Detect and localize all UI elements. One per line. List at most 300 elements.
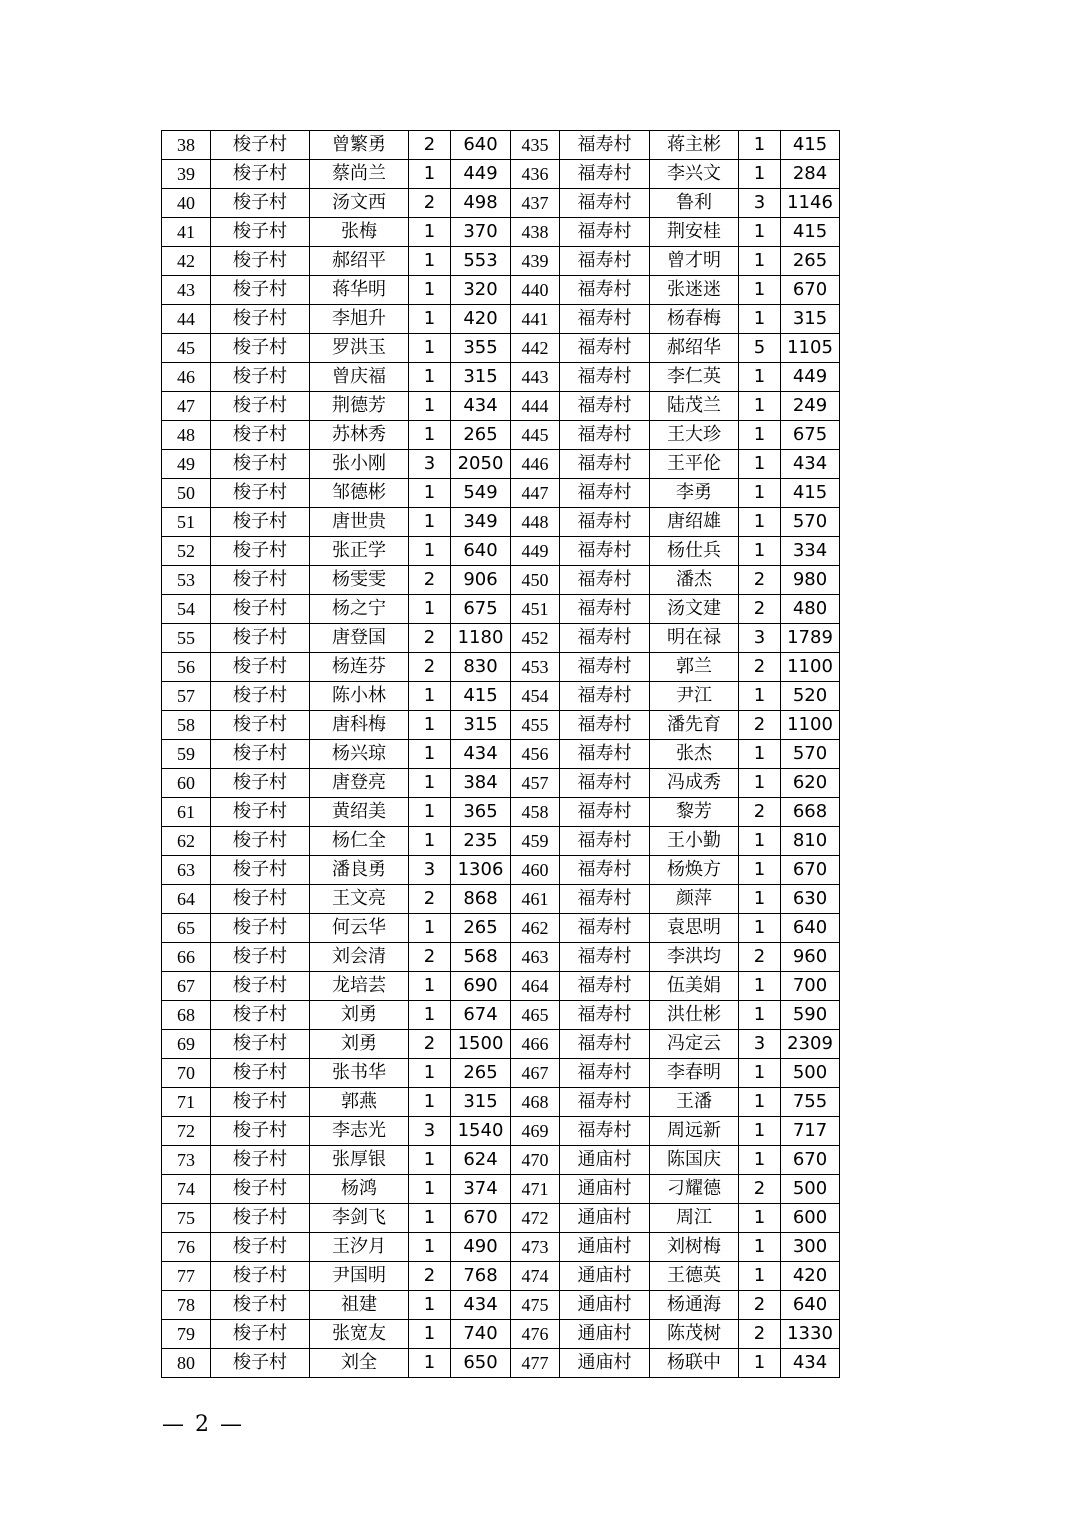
right-name-cell: 黎芳 xyxy=(650,798,739,827)
right-amount-cell: 1789 xyxy=(781,624,840,653)
right-people-count-cell: 2 xyxy=(739,595,781,624)
left-people-count-cell: 3 xyxy=(409,1117,451,1146)
left-village-cell: 梭子村 xyxy=(211,479,310,508)
right-serial-number-cell: 438 xyxy=(511,218,560,247)
left-people-count-cell: 3 xyxy=(409,450,451,479)
right-name-cell: 郭兰 xyxy=(650,653,739,682)
left-serial-number-cell: 40 xyxy=(162,189,211,218)
right-people-count-cell: 2 xyxy=(739,1291,781,1320)
right-people-count-cell: 1 xyxy=(739,421,781,450)
right-serial-number-cell: 451 xyxy=(511,595,560,624)
table-row xyxy=(162,1175,840,1204)
left-amount-cell: 640 xyxy=(451,131,511,160)
table-row xyxy=(162,1146,840,1175)
left-people-count-cell: 1 xyxy=(409,1175,451,1204)
left-serial-number-cell: 57 xyxy=(162,682,211,711)
right-village-cell: 福寿村 xyxy=(560,566,650,595)
right-name-cell: 张迷迷 xyxy=(650,276,739,305)
right-serial-number-cell: 473 xyxy=(511,1233,560,1262)
left-amount-cell: 906 xyxy=(451,566,511,595)
right-name-cell: 杨通海 xyxy=(650,1291,739,1320)
right-serial-number-cell: 437 xyxy=(511,189,560,218)
left-name-cell: 张宽友 xyxy=(310,1320,409,1349)
left-people-count-cell: 1 xyxy=(409,479,451,508)
left-village-cell: 梭子村 xyxy=(211,914,310,943)
left-name-cell: 邹德彬 xyxy=(310,479,409,508)
right-people-count-cell: 1 xyxy=(739,247,781,276)
right-serial-number-cell: 439 xyxy=(511,247,560,276)
left-name-cell: 刘勇 xyxy=(310,1001,409,1030)
left-village-cell: 梭子村 xyxy=(211,363,310,392)
left-people-count-cell: 1 xyxy=(409,421,451,450)
left-village-cell: 梭子村 xyxy=(211,1030,310,1059)
left-village-cell: 梭子村 xyxy=(211,421,310,450)
left-serial-number-cell: 59 xyxy=(162,740,211,769)
left-serial-number-cell: 44 xyxy=(162,305,211,334)
left-amount-cell: 640 xyxy=(451,537,511,566)
left-people-count-cell: 1 xyxy=(409,247,451,276)
right-village-cell: 福寿村 xyxy=(560,421,650,450)
left-amount-cell: 868 xyxy=(451,885,511,914)
left-serial-number-cell: 76 xyxy=(162,1233,211,1262)
left-village-cell: 梭子村 xyxy=(211,1146,310,1175)
right-village-cell: 福寿村 xyxy=(560,189,650,218)
right-people-count-cell: 1 xyxy=(739,450,781,479)
right-amount-cell: 249 xyxy=(781,392,840,421)
table-row xyxy=(162,1001,840,1030)
left-serial-number-cell: 66 xyxy=(162,943,211,972)
right-village-cell: 福寿村 xyxy=(560,740,650,769)
right-village-cell: 福寿村 xyxy=(560,595,650,624)
left-village-cell: 梭子村 xyxy=(211,653,310,682)
left-people-count-cell: 2 xyxy=(409,1030,451,1059)
right-name-cell: 潘杰 xyxy=(650,566,739,595)
table-row xyxy=(162,479,840,508)
left-village-cell: 梭子村 xyxy=(211,1204,310,1233)
left-name-cell: 李志光 xyxy=(310,1117,409,1146)
left-village-cell: 梭子村 xyxy=(211,1262,310,1291)
right-name-cell: 冯成秀 xyxy=(650,769,739,798)
right-people-count-cell: 1 xyxy=(739,856,781,885)
right-people-count-cell: 1 xyxy=(739,305,781,334)
left-village-cell: 梭子村 xyxy=(211,856,310,885)
left-village-cell: 梭子村 xyxy=(211,711,310,740)
right-serial-number-cell: 463 xyxy=(511,943,560,972)
right-people-count-cell: 2 xyxy=(739,798,781,827)
right-serial-number-cell: 461 xyxy=(511,885,560,914)
table-row xyxy=(162,711,840,740)
left-serial-number-cell: 39 xyxy=(162,160,211,189)
left-serial-number-cell: 46 xyxy=(162,363,211,392)
left-name-cell: 尹国明 xyxy=(310,1262,409,1291)
right-amount-cell: 334 xyxy=(781,537,840,566)
right-amount-cell: 980 xyxy=(781,566,840,595)
left-people-count-cell: 1 xyxy=(409,1291,451,1320)
left-village-cell: 梭子村 xyxy=(211,1175,310,1204)
right-village-cell: 福寿村 xyxy=(560,479,650,508)
right-people-count-cell: 3 xyxy=(739,624,781,653)
left-people-count-cell: 1 xyxy=(409,276,451,305)
right-amount-cell: 1100 xyxy=(781,653,840,682)
right-amount-cell: 415 xyxy=(781,479,840,508)
left-serial-number-cell: 73 xyxy=(162,1146,211,1175)
left-village-cell: 梭子村 xyxy=(211,740,310,769)
left-amount-cell: 320 xyxy=(451,276,511,305)
left-amount-cell: 624 xyxy=(451,1146,511,1175)
right-serial-number-cell: 459 xyxy=(511,827,560,856)
right-people-count-cell: 1 xyxy=(739,1204,781,1233)
right-amount-cell: 1146 xyxy=(781,189,840,218)
left-amount-cell: 1540 xyxy=(451,1117,511,1146)
right-amount-cell: 570 xyxy=(781,740,840,769)
right-serial-number-cell: 435 xyxy=(511,131,560,160)
right-amount-cell: 500 xyxy=(781,1059,840,1088)
right-people-count-cell: 1 xyxy=(739,1262,781,1291)
right-people-count-cell: 1 xyxy=(739,276,781,305)
left-people-count-cell: 1 xyxy=(409,1320,451,1349)
right-village-cell: 福寿村 xyxy=(560,653,650,682)
left-amount-cell: 1500 xyxy=(451,1030,511,1059)
right-serial-number-cell: 475 xyxy=(511,1291,560,1320)
right-village-cell: 福寿村 xyxy=(560,682,650,711)
right-people-count-cell: 1 xyxy=(739,1146,781,1175)
roster-body xyxy=(162,131,840,1378)
right-serial-number-cell: 462 xyxy=(511,914,560,943)
left-amount-cell: 434 xyxy=(451,392,511,421)
right-name-cell: 李仁英 xyxy=(650,363,739,392)
right-name-cell: 李春明 xyxy=(650,1059,739,1088)
left-village-cell: 梭子村 xyxy=(211,1233,310,1262)
left-serial-number-cell: 47 xyxy=(162,392,211,421)
right-amount-cell: 717 xyxy=(781,1117,840,1146)
right-amount-cell: 1330 xyxy=(781,1320,840,1349)
right-village-cell: 福寿村 xyxy=(560,1030,650,1059)
left-serial-number-cell: 45 xyxy=(162,334,211,363)
right-amount-cell: 570 xyxy=(781,508,840,537)
right-people-count-cell: 1 xyxy=(739,392,781,421)
right-name-cell: 袁思明 xyxy=(650,914,739,943)
left-amount-cell: 449 xyxy=(451,160,511,189)
left-village-cell: 梭子村 xyxy=(211,247,310,276)
left-people-count-cell: 1 xyxy=(409,1146,451,1175)
right-amount-cell: 420 xyxy=(781,1262,840,1291)
right-village-cell: 通庙村 xyxy=(560,1291,650,1320)
left-name-cell: 杨仁全 xyxy=(310,827,409,856)
left-amount-cell: 315 xyxy=(451,363,511,392)
right-amount-cell: 1100 xyxy=(781,711,840,740)
right-amount-cell: 265 xyxy=(781,247,840,276)
left-amount-cell: 434 xyxy=(451,1291,511,1320)
right-people-count-cell: 5 xyxy=(739,334,781,363)
right-amount-cell: 590 xyxy=(781,1001,840,1030)
table-row xyxy=(162,1233,840,1262)
table-row xyxy=(162,624,840,653)
right-serial-number-cell: 476 xyxy=(511,1320,560,1349)
right-amount-cell: 620 xyxy=(781,769,840,798)
right-serial-number-cell: 452 xyxy=(511,624,560,653)
left-amount-cell: 650 xyxy=(451,1349,511,1378)
right-village-cell: 福寿村 xyxy=(560,450,650,479)
right-name-cell: 王大珍 xyxy=(650,421,739,450)
right-village-cell: 福寿村 xyxy=(560,392,650,421)
left-serial-number-cell: 54 xyxy=(162,595,211,624)
left-people-count-cell: 1 xyxy=(409,740,451,769)
left-people-count-cell: 2 xyxy=(409,885,451,914)
left-people-count-cell: 2 xyxy=(409,624,451,653)
right-village-cell: 通庙村 xyxy=(560,1349,650,1378)
left-amount-cell: 568 xyxy=(451,943,511,972)
left-amount-cell: 1180 xyxy=(451,624,511,653)
left-name-cell: 李旭升 xyxy=(310,305,409,334)
right-people-count-cell: 1 xyxy=(739,1117,781,1146)
table-row xyxy=(162,769,840,798)
left-name-cell: 唐世贵 xyxy=(310,508,409,537)
left-people-count-cell: 1 xyxy=(409,363,451,392)
left-people-count-cell: 1 xyxy=(409,160,451,189)
left-amount-cell: 265 xyxy=(451,1059,511,1088)
right-people-count-cell: 1 xyxy=(739,537,781,566)
left-amount-cell: 415 xyxy=(451,682,511,711)
left-village-cell: 梭子村 xyxy=(211,160,310,189)
left-serial-number-cell: 53 xyxy=(162,566,211,595)
left-serial-number-cell: 56 xyxy=(162,653,211,682)
left-serial-number-cell: 51 xyxy=(162,508,211,537)
left-village-cell: 梭子村 xyxy=(211,189,310,218)
right-amount-cell: 434 xyxy=(781,450,840,479)
right-name-cell: 王平伦 xyxy=(650,450,739,479)
left-people-count-cell: 1 xyxy=(409,305,451,334)
left-serial-number-cell: 50 xyxy=(162,479,211,508)
left-name-cell: 郝绍平 xyxy=(310,247,409,276)
right-name-cell: 潘先育 xyxy=(650,711,739,740)
left-village-cell: 梭子村 xyxy=(211,943,310,972)
table-row xyxy=(162,131,840,160)
right-village-cell: 福寿村 xyxy=(560,1059,650,1088)
left-name-cell: 蒋华明 xyxy=(310,276,409,305)
left-name-cell: 陈小林 xyxy=(310,682,409,711)
right-village-cell: 福寿村 xyxy=(560,334,650,363)
right-village-cell: 福寿村 xyxy=(560,972,650,1001)
right-name-cell: 唐绍雄 xyxy=(650,508,739,537)
right-amount-cell: 1105 xyxy=(781,334,840,363)
table-row xyxy=(162,450,840,479)
right-amount-cell: 500 xyxy=(781,1175,840,1204)
right-people-count-cell: 1 xyxy=(739,1059,781,1088)
right-amount-cell: 2309 xyxy=(781,1030,840,1059)
left-amount-cell: 674 xyxy=(451,1001,511,1030)
left-amount-cell: 549 xyxy=(451,479,511,508)
right-name-cell: 明在禄 xyxy=(650,624,739,653)
right-people-count-cell: 1 xyxy=(739,1001,781,1030)
left-amount-cell: 553 xyxy=(451,247,511,276)
left-amount-cell: 315 xyxy=(451,711,511,740)
right-amount-cell: 640 xyxy=(781,914,840,943)
right-name-cell: 洪仕彬 xyxy=(650,1001,739,1030)
left-village-cell: 梭子村 xyxy=(211,827,310,856)
right-amount-cell: 415 xyxy=(781,218,840,247)
left-name-cell: 蔡尚兰 xyxy=(310,160,409,189)
left-serial-number-cell: 43 xyxy=(162,276,211,305)
right-name-cell: 张杰 xyxy=(650,740,739,769)
left-name-cell: 黄绍美 xyxy=(310,798,409,827)
right-amount-cell: 640 xyxy=(781,1291,840,1320)
left-serial-number-cell: 79 xyxy=(162,1320,211,1349)
table-row xyxy=(162,827,840,856)
right-village-cell: 福寿村 xyxy=(560,160,650,189)
right-village-cell: 福寿村 xyxy=(560,363,650,392)
left-people-count-cell: 1 xyxy=(409,537,451,566)
right-people-count-cell: 1 xyxy=(739,740,781,769)
right-serial-number-cell: 457 xyxy=(511,769,560,798)
right-village-cell: 福寿村 xyxy=(560,856,650,885)
left-serial-number-cell: 75 xyxy=(162,1204,211,1233)
left-name-cell: 罗洪玉 xyxy=(310,334,409,363)
right-village-cell: 福寿村 xyxy=(560,305,650,334)
right-serial-number-cell: 440 xyxy=(511,276,560,305)
left-name-cell: 刘全 xyxy=(310,1349,409,1378)
left-serial-number-cell: 78 xyxy=(162,1291,211,1320)
left-people-count-cell: 1 xyxy=(409,711,451,740)
table-row xyxy=(162,537,840,566)
left-name-cell: 苏林秀 xyxy=(310,421,409,450)
left-serial-number-cell: 49 xyxy=(162,450,211,479)
left-serial-number-cell: 61 xyxy=(162,798,211,827)
left-serial-number-cell: 77 xyxy=(162,1262,211,1291)
left-village-cell: 梭子村 xyxy=(211,595,310,624)
table-row xyxy=(162,160,840,189)
left-serial-number-cell: 60 xyxy=(162,769,211,798)
table-row xyxy=(162,1204,840,1233)
left-name-cell: 龙培芸 xyxy=(310,972,409,1001)
right-serial-number-cell: 470 xyxy=(511,1146,560,1175)
left-amount-cell: 675 xyxy=(451,595,511,624)
right-village-cell: 通庙村 xyxy=(560,1204,650,1233)
right-serial-number-cell: 469 xyxy=(511,1117,560,1146)
left-people-count-cell: 1 xyxy=(409,798,451,827)
right-name-cell: 刘树梅 xyxy=(650,1233,739,1262)
left-name-cell: 荆德芳 xyxy=(310,392,409,421)
left-name-cell: 杨之宁 xyxy=(310,595,409,624)
left-people-count-cell: 2 xyxy=(409,566,451,595)
right-serial-number-cell: 464 xyxy=(511,972,560,1001)
right-amount-cell: 480 xyxy=(781,595,840,624)
right-serial-number-cell: 448 xyxy=(511,508,560,537)
table-row xyxy=(162,914,840,943)
left-people-count-cell: 1 xyxy=(409,682,451,711)
left-village-cell: 梭子村 xyxy=(211,1088,310,1117)
left-name-cell: 杨兴琼 xyxy=(310,740,409,769)
table-row xyxy=(162,363,840,392)
right-serial-number-cell: 443 xyxy=(511,363,560,392)
right-amount-cell: 315 xyxy=(781,305,840,334)
right-village-cell: 福寿村 xyxy=(560,247,650,276)
right-village-cell: 福寿村 xyxy=(560,508,650,537)
table-row xyxy=(162,305,840,334)
table-row xyxy=(162,856,840,885)
left-serial-number-cell: 64 xyxy=(162,885,211,914)
right-people-count-cell: 1 xyxy=(739,131,781,160)
right-people-count-cell: 1 xyxy=(739,914,781,943)
right-serial-number-cell: 436 xyxy=(511,160,560,189)
left-name-cell: 曾庆福 xyxy=(310,363,409,392)
left-serial-number-cell: 67 xyxy=(162,972,211,1001)
right-amount-cell: 700 xyxy=(781,972,840,1001)
table-row xyxy=(162,247,840,276)
table-row xyxy=(162,798,840,827)
left-serial-number-cell: 55 xyxy=(162,624,211,653)
right-name-cell: 李洪均 xyxy=(650,943,739,972)
right-people-count-cell: 2 xyxy=(739,943,781,972)
right-name-cell: 蒋主彬 xyxy=(650,131,739,160)
left-village-cell: 梭子村 xyxy=(211,798,310,827)
left-people-count-cell: 2 xyxy=(409,1262,451,1291)
left-amount-cell: 265 xyxy=(451,914,511,943)
left-village-cell: 梭子村 xyxy=(211,769,310,798)
left-name-cell: 张正学 xyxy=(310,537,409,566)
left-name-cell: 杨连芬 xyxy=(310,653,409,682)
right-people-count-cell: 1 xyxy=(739,769,781,798)
right-serial-number-cell: 468 xyxy=(511,1088,560,1117)
left-amount-cell: 690 xyxy=(451,972,511,1001)
right-serial-number-cell: 450 xyxy=(511,566,560,595)
right-village-cell: 福寿村 xyxy=(560,711,650,740)
right-people-count-cell: 1 xyxy=(739,1349,781,1378)
table-row xyxy=(162,421,840,450)
left-people-count-cell: 2 xyxy=(409,943,451,972)
right-serial-number-cell: 472 xyxy=(511,1204,560,1233)
right-village-cell: 通庙村 xyxy=(560,1233,650,1262)
left-village-cell: 梭子村 xyxy=(211,1291,310,1320)
left-serial-number-cell: 38 xyxy=(162,131,211,160)
right-people-count-cell: 2 xyxy=(739,566,781,595)
left-name-cell: 李剑飞 xyxy=(310,1204,409,1233)
right-amount-cell: 284 xyxy=(781,160,840,189)
left-amount-cell: 1306 xyxy=(451,856,511,885)
right-amount-cell: 449 xyxy=(781,363,840,392)
left-amount-cell: 349 xyxy=(451,508,511,537)
left-name-cell: 何云华 xyxy=(310,914,409,943)
right-name-cell: 汤文建 xyxy=(650,595,739,624)
right-people-count-cell: 1 xyxy=(739,682,781,711)
right-people-count-cell: 1 xyxy=(739,1088,781,1117)
left-village-cell: 梭子村 xyxy=(211,1320,310,1349)
right-people-count-cell: 1 xyxy=(739,363,781,392)
right-amount-cell: 520 xyxy=(781,682,840,711)
table-row xyxy=(162,682,840,711)
right-people-count-cell: 3 xyxy=(739,1030,781,1059)
left-serial-number-cell: 52 xyxy=(162,537,211,566)
right-serial-number-cell: 453 xyxy=(511,653,560,682)
left-people-count-cell: 1 xyxy=(409,595,451,624)
table-row xyxy=(162,1291,840,1320)
table-row xyxy=(162,334,840,363)
right-village-cell: 福寿村 xyxy=(560,1001,650,1030)
left-name-cell: 唐登国 xyxy=(310,624,409,653)
table-row xyxy=(162,566,840,595)
right-village-cell: 福寿村 xyxy=(560,798,650,827)
left-serial-number-cell: 72 xyxy=(162,1117,211,1146)
left-serial-number-cell: 48 xyxy=(162,421,211,450)
left-serial-number-cell: 41 xyxy=(162,218,211,247)
left-people-count-cell: 2 xyxy=(409,653,451,682)
left-village-cell: 梭子村 xyxy=(211,972,310,1001)
right-serial-number-cell: 474 xyxy=(511,1262,560,1291)
right-amount-cell: 670 xyxy=(781,1146,840,1175)
left-name-cell: 张书华 xyxy=(310,1059,409,1088)
right-people-count-cell: 1 xyxy=(739,160,781,189)
table-row xyxy=(162,1117,840,1146)
left-village-cell: 梭子村 xyxy=(211,682,310,711)
